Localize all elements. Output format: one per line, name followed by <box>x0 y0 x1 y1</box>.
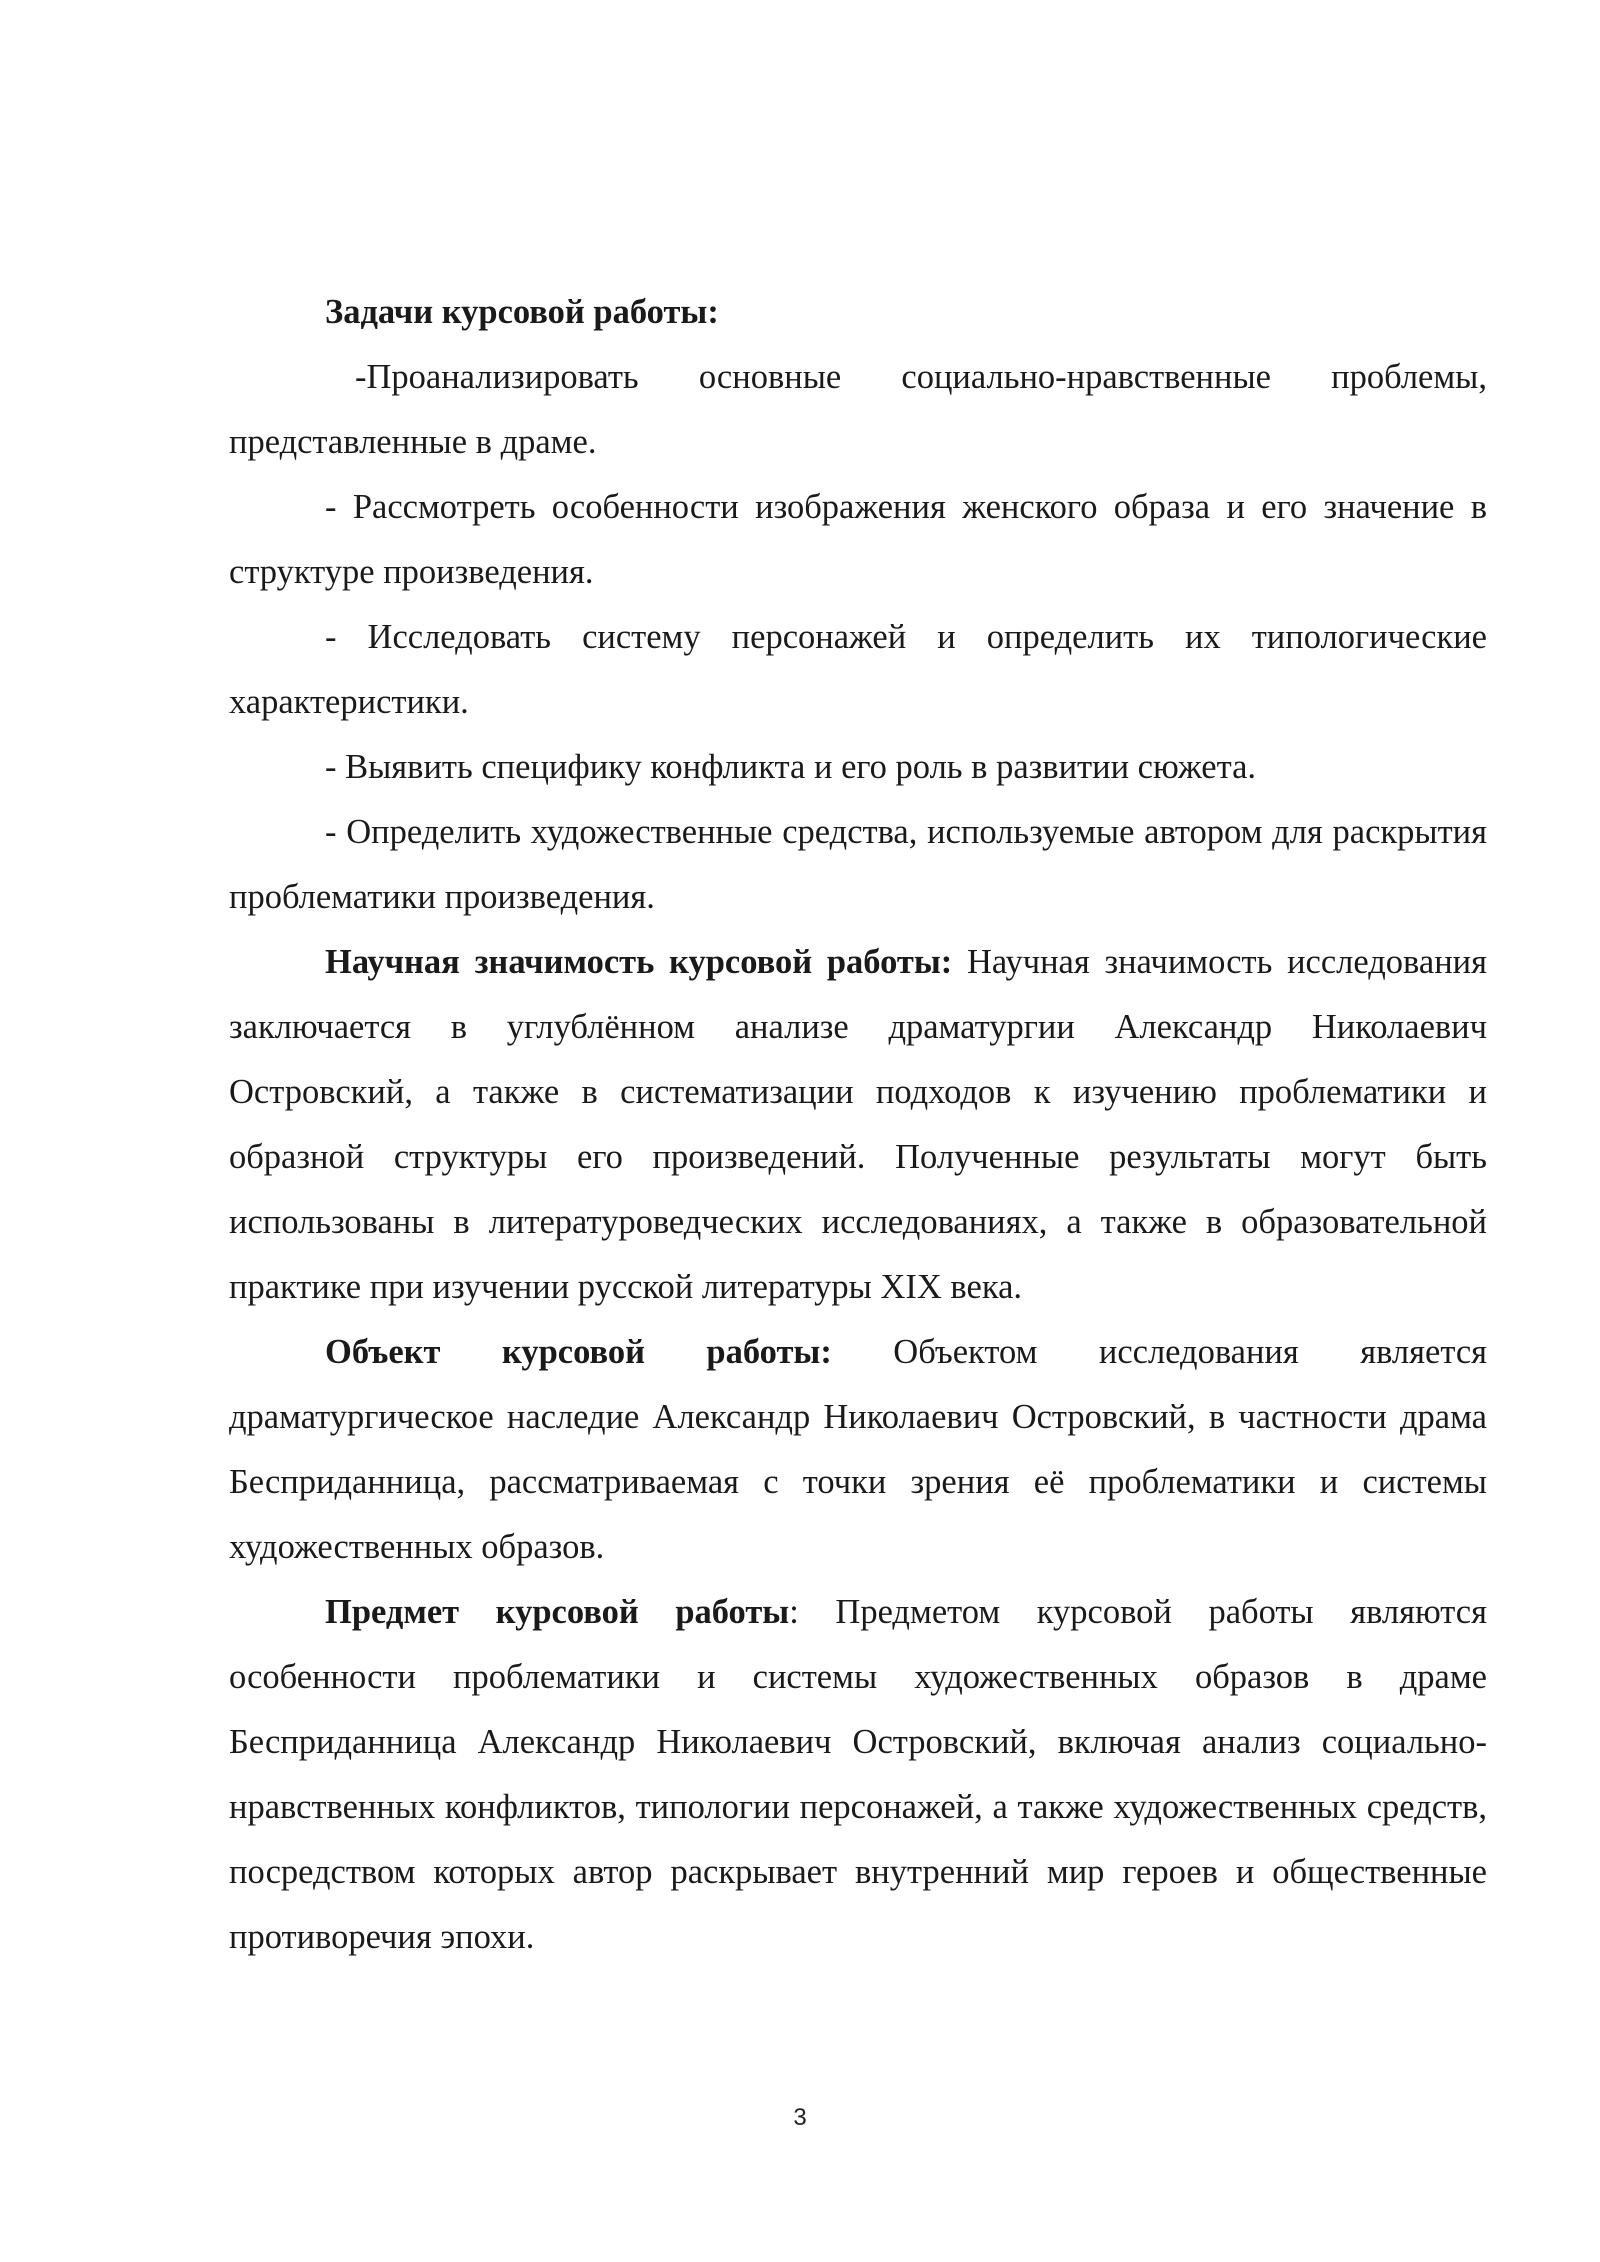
significance-paragraph <box>229 930 1487 1320</box>
tasks-heading: Задачи курсовой работы: <box>325 293 719 331</box>
page-content <box>229 280 1487 1970</box>
significance-text: Научная значимость исследования заключается в углублённом анализе драматургии Александр Николаевич Островский, а также в систематизации подходов к изучению проблематики и образной структуры его произведений. Полученные результаты могут быть использованы в литературоведческих исследованиях, а также в образовательной практике при изучении русской литературы XIX века. <box>229 943 1487 1306</box>
object-paragraph <box>229 1320 1487 1580</box>
task-item: - Исследовать систему персонажей и определить их типологические характеристики. <box>229 618 1487 721</box>
task-item: - Определить художественные средства, используемые автором для раскрытия проблематики произведения. <box>229 813 1487 916</box>
significance-label: Научная значимость курсовой работы: <box>325 943 953 981</box>
page-number: 3 <box>793 2104 807 2131</box>
object-label: Объект курсовой работы: <box>325 1333 832 1371</box>
task-item: - Выявить специфику конфликта и его роль в развитии сюжета. <box>325 748 1257 786</box>
subject-paragraph <box>229 1580 1487 1970</box>
task-item: - Рассмотреть особенности изображения женского образа и его значение в структуре произведения. <box>229 488 1487 591</box>
object-text: Объектом исследования является драматургическое наследие Александр Николаевич Островский, в частности драма Бесприданница, рассматриваемая с точки зрения её проблематики и системы художественных образов. <box>229 1333 1487 1566</box>
subject-text: : Предметом курсовой работы являются особенности проблематики и системы художественных образов в драме Бесприданница Александр Николаевич Островский, включая анализ социально-нравственных конфликтов, типологии персонажей, а также художественных средств, посредством которых автор раскрывает внутренний мир героев и общественные противоречия эпохи. <box>229 1593 1487 1956</box>
task-item: -Проанализировать основные социально-нравственные проблемы, представленные в драме. <box>229 358 1487 461</box>
subject-label: Предмет курсовой работы <box>325 1593 790 1631</box>
